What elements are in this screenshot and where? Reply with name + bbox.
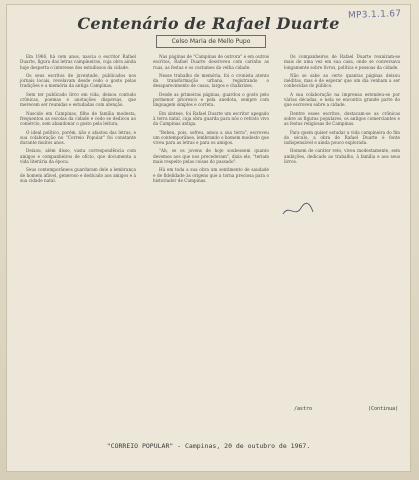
- paragraph: A sua colaboração na imprensa estendeu-se por várias décadas, e nela se encontra grande parte do que escreveu sobre a cidade.: [284, 91, 400, 108]
- paragraph: Desde as primeiras páginas, guardou o gosto pelo pormenor pitoresco e pela anedota, sempre com linguagem simples e correta.: [153, 91, 269, 108]
- paragraph: Não se sabe ao certo quantas páginas deixou inéditas, mas é de esperar que um dia venham a ser conhecidas do público.: [284, 72, 400, 89]
- paragraph: Nesse trabalho de memória, foi o cronista atento da transformação urbana, registrando o desaparecimento de casas, largos e chafarizes.: [153, 72, 269, 89]
- author-signature: /astro: [294, 406, 313, 412]
- article-column-1: [20, 54, 136, 186]
- continuation-note: (Continua): [368, 406, 399, 412]
- source-footer: "CORREIO POPULAR" - Campinas, 20 de outubro de 1967.: [106, 442, 311, 450]
- paragraph: Em síntese, foi Rafael Duarte um escritor apegado à terra natal, cuja obra guarda para nós o retrato vivo da Campinas antiga.: [153, 110, 269, 127]
- handwritten-mark-icon: [281, 200, 315, 220]
- newspaper-clipping: [6, 4, 411, 472]
- paragraph: Os seus escritos de juventude, publicados nos jornais locais, revelavam desde cedo o gosto pelas tradições e a memória da antiga Campinas.: [20, 72, 136, 89]
- paragraph: Seus contemporâneos guardaram dele a lembrança de homem afável, generoso e dedicado aos amigos e à sua cidade natal.: [20, 167, 136, 183]
- paragraph: Para quem quiser estudar a vida campineira do fim do século, a obra de Rafael Duarte é fonte indispensável e ainda pouco explorada.: [284, 129, 400, 146]
- article-column-2: [153, 54, 269, 186]
- paragraph: Os companheiros de Rafael Duarte reuniram-se mais de uma vez em sua casa, onde se conversava longamente sobre livros, política e pessoas da cidade.: [284, 54, 400, 70]
- article-column-3: [284, 54, 400, 167]
- author-byline: Celso Maria de Mello Pupo: [156, 35, 266, 48]
- paragraph: Nas páginas de "Campinas de outrora" e em outros escritos, Rafael Duarte descreveu com carinho as ruas, as festas e os costumes da velha cidade.: [153, 54, 269, 70]
- paragraph: Deixou, além disso, vasta correspondência com amigos e companheiros de ofício, que documenta a vida literária da época.: [20, 148, 136, 165]
- paragraph: Em 1966, há cem anos, nascia o escritor Rafael Duarte, figura das letras campineiras, cuja obra ainda hoje desperta o interesse dos estudiosos da cidade.: [20, 54, 136, 70]
- paragraph: Sem ter publicado livro em vida, deixou contudo crônicas, poemas e anotações dispersas, que merecem ser reunidas e estudadas com atenção.: [20, 91, 136, 108]
- paragraph: Nascido em Campinas, filho de família modesta, frequentou as escolas da cidade e cedo se dedicou ao comércio, sem abandonar o gosto pela leitura.: [20, 110, 136, 127]
- paragraph: Há em toda a sua obra um sentimento de saudade e de fidelidade às origens que a torna preciosa para o historiador de Campinas.: [153, 167, 269, 183]
- paragraph: "Ah, se os jovens de hoje soubessem quanto devemos aos que nos precederam", dizia ele, "teriam mais respeito pelas coisas do passado".: [153, 148, 269, 165]
- paragraph: Dentre esses escritos, destacam-se as crônicas sobre as figuras populares, os antigos comerciantes e as festas religiosas de Campinas.: [284, 110, 400, 127]
- paragraph: "Bebeu, pois, sofreu, amou a sua terra", escreveu um contemporâneo, lembrando o homem modesto que viveu para as letras e para os amigos.: [153, 129, 269, 146]
- paragraph: Homem de caráter reto, viveu modestamente, sem ambições, dedicado ao trabalho, à família e aos seus livros.: [284, 148, 400, 165]
- archive-stamp: MP3.1.1.67: [347, 9, 402, 21]
- paragraph: O ideal político, porém, não o afastou das letras, e sua colaboração no "Correio Popular" foi constante durante muitos anos.: [20, 129, 136, 146]
- article-title: Centenário de Rafael Duarte: [77, 14, 340, 33]
